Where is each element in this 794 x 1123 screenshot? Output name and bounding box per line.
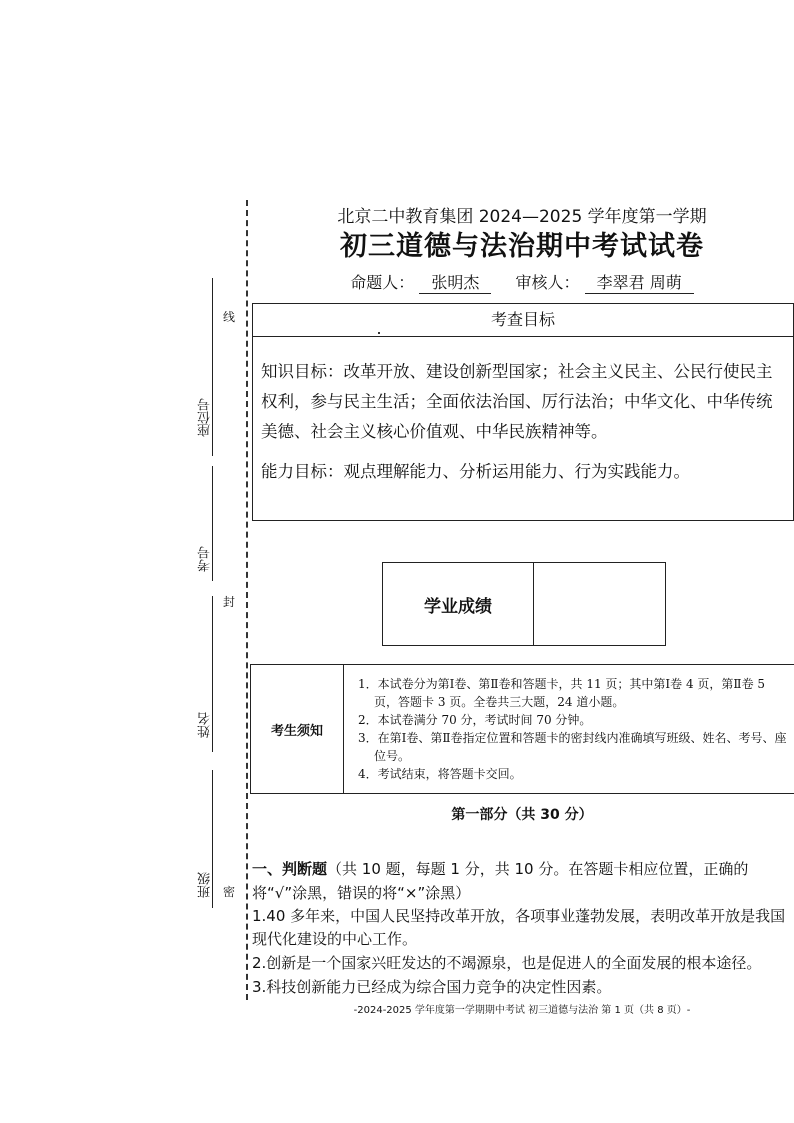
candidate-notice-table bbox=[250, 664, 794, 794]
question-1: 1.40 多年来，中国人民坚持改革开放，各项事业蓬勃发展，表明改革开放是我国现代化建设的中心工作。 bbox=[252, 907, 786, 948]
binding-dashed-line bbox=[246, 200, 248, 1000]
class-label: 班级 bbox=[198, 872, 213, 898]
score-label: 学业成绩 bbox=[383, 563, 534, 645]
question-2: 2.创新是一个国家兴旺发达的不竭源泉，也是促进人的全面发展的根本途径。 bbox=[252, 954, 762, 972]
section-one-heading: 一、判断题 bbox=[252, 860, 328, 878]
author-name: 张明杰 bbox=[419, 270, 491, 294]
notice-label: 考生须知 bbox=[251, 665, 344, 793]
reviewer-label: 审核人： bbox=[515, 273, 580, 292]
name-label: 姓名 bbox=[198, 712, 213, 738]
reviewer-name: 李翠君 周萌 bbox=[585, 270, 694, 294]
notice-item: 4．考试结束，将答题卡交回。 bbox=[358, 767, 522, 781]
seal-char-xian: 线 bbox=[223, 310, 236, 324]
author-label: 命题人： bbox=[350, 273, 415, 292]
question-3: 3.科技创新能力已经成为综合国力竞争的决定性因素。 bbox=[252, 978, 612, 996]
score-box bbox=[382, 562, 666, 646]
ability-goal: 能力目标：观点理解能力、分析运用能力、行为实践能力。 bbox=[261, 462, 690, 481]
authors-line bbox=[250, 270, 794, 294]
exam-goals-box bbox=[252, 303, 794, 521]
scan-speck bbox=[378, 332, 380, 334]
page-footer: -2024-2025 学年度第一学期期中考试 初三道德与法治 第 1 页（共 8 页）- bbox=[353, 1005, 691, 1016]
exam-title: 初三道德与法治期中考试试卷 bbox=[340, 231, 704, 262]
exam-number-label: 考号 bbox=[198, 546, 213, 572]
notice-item: 1．本试卷分为第Ⅰ卷、第Ⅱ卷和答题卡，共 11 页；其中第Ⅰ卷 4 页，第Ⅱ卷 5 页，答题卡 3 页。全卷共三大题，24 道小题。 bbox=[358, 677, 766, 709]
knowledge-goal: 知识目标：改革开放、建设创新型国家；社会主义民主、公民行使民主权利，参与民主生活；全面依法治国、厉行法治；中华文化、中华传统美德、社会主义核心价值观、中华民族精神等。 bbox=[261, 362, 773, 441]
part-one-title: 第一部分（共 30 分） bbox=[451, 807, 593, 823]
seal-char-mi: 密 bbox=[223, 885, 236, 899]
score-cell[interactable] bbox=[534, 563, 665, 645]
notice-item: 3．在第Ⅰ卷、第Ⅱ卷指定位置和答题卡的密封线内准确填写班级、姓名、考号、座位号。 bbox=[358, 731, 787, 763]
section-one-header bbox=[252, 857, 792, 905]
seat-number-label: 座位号 bbox=[198, 398, 213, 437]
section-one-instruction: （共 10 题，每题 1 分，共 10 分。在答题卡相应位置，正确的将“√”涂黑，错误的将“×”涂黑） bbox=[252, 860, 749, 902]
school-term-line: 北京二中教育集团 2024—2025 学年度第一学期 bbox=[337, 207, 707, 227]
goals-heading: 考查目标 bbox=[253, 304, 793, 337]
notice-item: 2．本试卷满分 70 分，考试时间 70 分钟。 bbox=[358, 713, 592, 727]
seal-char-feng: 封 bbox=[223, 595, 236, 609]
